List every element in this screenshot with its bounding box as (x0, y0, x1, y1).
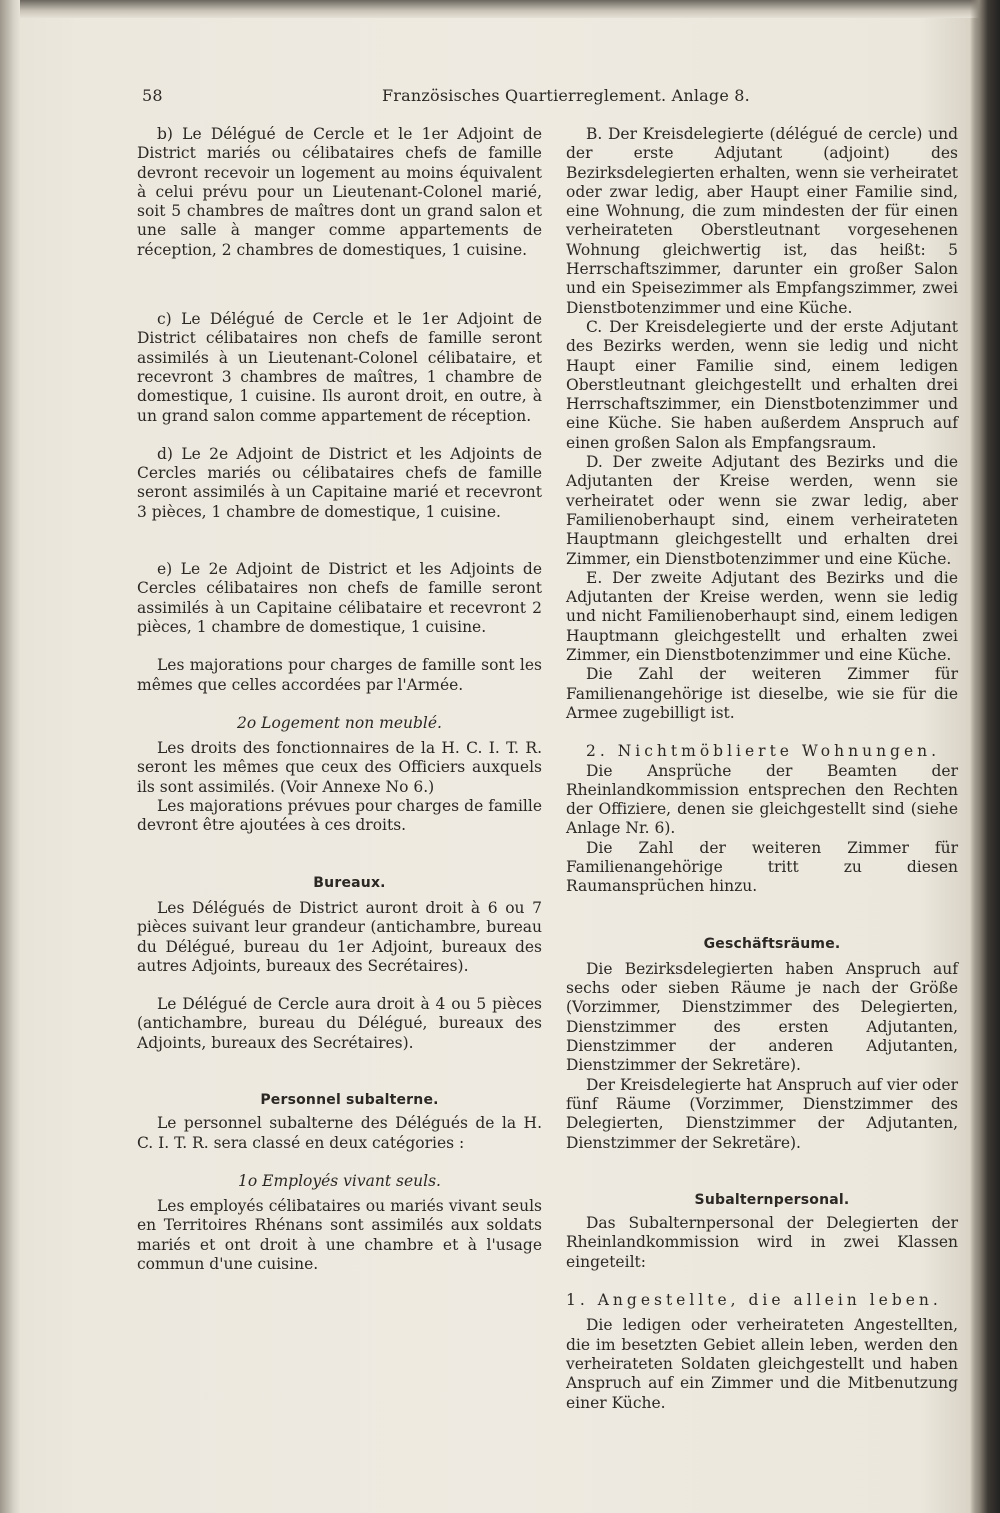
section-title-subalternpersonal: Subalternpersonal. (694, 1191, 850, 1208)
paragraph-B: B. Der Kreisdelegierte (délégué de cercle) und der erste Adjutant (adjoint) des Bezirksdelegierten erhalten, wenn sie verheiratet oder zwar ledig, aber Haupt einer Familie sind, eine Wohnung, die zum mindesten der für einen verheirateten Oberstleutnant vorgesehenen Wohnung gleichwertig ist, das heißt: 5 Herrschaftszimmer, darunter ein großer Salon und ein Speisezimmer als Empfangszimmer, zwei Dienstbotenzimmer und eine Küche. (566, 125, 958, 317)
page-left-edge (0, 0, 20, 1513)
paragraph-D: D. Der zweite Adjutant des Bezirks und die Adjutanten der Kreise werden, wenn sie verheiratet oder wenn sie zwar ledig, aber Familienoberhaupt sind, einem verheirateten Hauptmann gleichgestellt und erhalten drei Zimmer, ein Dienstbotenzimmer und eine Küche. (566, 453, 958, 568)
paragraph-familien: Die Zahl der weiteren Zimmer für Familienangehörige ist dieselbe, wie sie für die Armee zugebilligt ist. (566, 665, 958, 722)
paragraph-e: e) Le 2e Adjoint de District et les Adjoints de Cercles célibataires non chefs de famille seront assimilés à un Capitaine célibataire et recevront 2 pièces, 1 chambre de domestique, 1 cuisine. (137, 560, 542, 636)
section-title-bureaux: Bureaux. (313, 874, 386, 891)
book-gutter-shadow (970, 0, 1000, 1513)
paragraph-geschaefts-1: Die Bezirksdelegierten haben Anspruch auf sechs oder sieben Räume je nach der Größe (Vorzimmer, Dienstzimmer des Delegierten, Dienstzimmer des ersten Adjutanten, Dienstzimmer der anderen Adjutanten, Dienstzimmer der Sekretäre). (566, 959, 958, 1075)
section-title-employes: 1o Employés vivant seuls. (238, 1171, 441, 1190)
section-title-personnel: Personnel subalterne. (260, 1091, 439, 1108)
paragraph-subaltern-1: Das Subalternpersonal der Delegierten der Rheinlandkommission wird in zwei Klassen eingeteilt: (566, 1214, 958, 1271)
paragraph-majorations: Les majorations pour charges de famille sont les mêmes que celles accordées par l'Armée. (137, 656, 542, 694)
section-title-angestellte: 1. Angestellte, die allein leben. (566, 1291, 942, 1310)
paragraph-bureaux-2: Le Délégué de Cercle aura droit à 4 ou 5 pièces (antichambre, bureau du Délégué, bureaux des Adjoints, bureaux des Secrétaires). (137, 995, 542, 1052)
section-title-wohnungen: 2. Nichtmöblierte Wohnungen. (586, 742, 941, 761)
paragraph-wohnungen-2: Die Zahl der weiteren Zimmer für Familienangehörige tritt zu diesen Raumansprüchen hinzu. (566, 838, 958, 896)
paragraph-C: C. Der Kreisdelegierte und der erste Adjutant des Bezirks werden, wenn sie ledig und nicht Haupt einer Familie sind, einem ledigen Oberstleutnant gleichgestellt und erhalten drei Herrschaftszimmer, ein Dienstbotenzimmer und eine Küche. Sie haben außerdem Anspruch auf einen großen Salon als Empfangsraum. (566, 317, 958, 452)
paragraph-E: E. Der zweite Adjutant des Bezirks und die Adjutanten der Kreise werden, wenn sie ledig und nicht Familienoberhaupt sind, einem ledigen Hauptmann gleichgestellt und erhalten zwei Zimmer, ein Dienstbotenzimmer und eine Küche. (566, 568, 958, 665)
paragraph-geschaefts-2: Der Kreisdelegierte hat Anspruch auf vier oder fünf Räume (Vorzimmer, Dienstzimmer des Delegierten, Dienstzimmer der Adjutanten, Dienstzimmer der Sekretäre). (566, 1075, 958, 1152)
paragraph-personnel-1: Le personnel subalterne des Délégués de la H. C. I. T. R. sera classé en deux catégories : (137, 1114, 542, 1152)
german-column (566, 125, 958, 1413)
french-column (137, 125, 542, 1274)
paragraph-logement-2: Les majorations prévues pour charges de famille devront être ajoutées à ces droits. (137, 797, 542, 835)
paragraph-c: c) Le Délégué de Cercle et le 1er Adjoint de District célibataires non chefs de famille seront assimilés à un Lieutenant-Colonel célibataire, et recevront 3 chambres de maîtres, 1 chambre de domestique, 1 cuisine. Ils auront droit, en outre, à un grand salon comme appartement de réception. (137, 310, 542, 425)
paragraph-b: b) Le Délégué de Cercle et le 1er Adjoint de District mariés ou célibataires chefs de famille devront recevoir un logement au moins équivalent à celui prévu pour un Lieutenant-Colonel marié, soit 5 chambres de maîtres dont un grand salon et une salle à manger comme appartements de réception, 2 chambres de domestiques, 1 cuisine. (137, 125, 542, 259)
page-header (142, 86, 750, 110)
running-title: Französisches Quartierreglement. Anlage 8. (382, 86, 750, 105)
paragraph-angestellte-1: Die ledigen oder verheirateten Angestellten, die im besetzten Gebiet allein leben, werden den verheirateten Soldaten gleichgestellt und haben Anspruch auf ein Zimmer und die Mitbenutzung einer Küche. (566, 1316, 958, 1412)
paragraph-employes-1: Les employés célibataires ou mariés vivant seuls en Territoires Rhénans sont assimilés aux soldats mariés et ont droit à une chambre et à l'usage commun d'une cuisine. (137, 1197, 542, 1274)
section-title-geschaeftsraeume: Geschäftsräume. (703, 935, 841, 952)
page-number: 58 (142, 86, 163, 105)
paragraph-logement-1: Les droits des fonctionnaires de la H. C. I. T. R. seront les mêmes que ceux des Officiers auxquels ils sont assimilés. (Voir Annexe No 6.) (137, 739, 542, 796)
paragraph-bureaux-1: Les Délégués de District auront droit à 6 ou 7 pièces suivant leur grandeur (antichambre, bureau du Délégué, bureau du 1er Adjoint, bureaux des autres Adjoints, bureaux des Secrétaires). (137, 898, 542, 975)
paragraph-d: d) Le 2e Adjoint de District et les Adjoints de Cercles mariés ou célibataires chefs de famille seront assimilés à un Capitaine marié et recevront 3 pièces, 1 chambre de domestique, 1 cuisine. (137, 444, 542, 521)
section-title-logement: 2o Logement non meublé. (237, 713, 442, 732)
page-top-edge (0, 0, 1000, 18)
paragraph-wohnungen-1: Die Ansprüche der Beamten der Rheinlandkommission entsprechen den Rechten der Offiziere, denen sie gleichgestellt sind (siehe Anlage Nr. 6). (566, 761, 958, 838)
